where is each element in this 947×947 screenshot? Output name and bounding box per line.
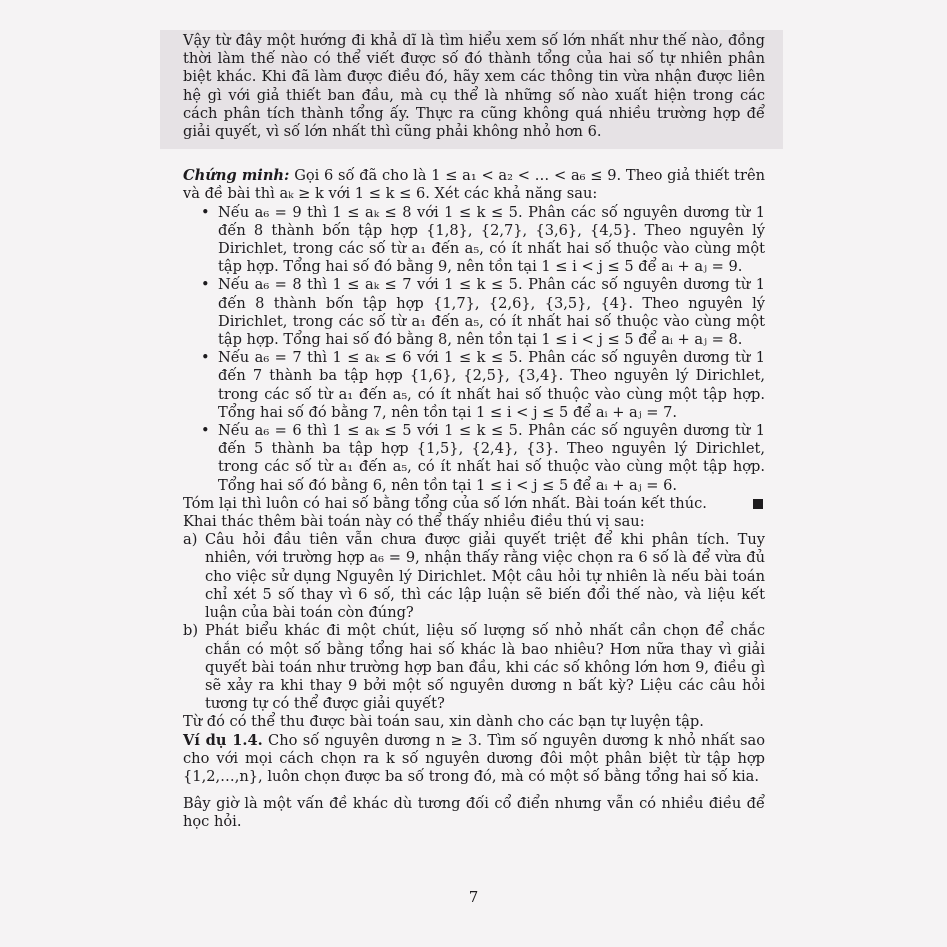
question-text: Phát biểu khác đi một chút, liệu số lượng số nhỏ nhất cần chọn để chắc chắn có một số bằng tổng hai số khác là bao nhiêu? Hơn nữa thay vì giải quyết bài toán như trường hợp ban đầu, khi các số không lớn hơn 9, điều gì sẽ xảy ra khi thay 9 bởi một số nguyên dương n bất kỳ? Liệu các câu hỏi tương tự có thể được giải quyết? xyxy=(205,622,765,713)
question-text: Câu hỏi đầu tiên vẫn chưa được giải quyết triệt để khi phân tích. Tuy nhiên, với trường hợp a₆ = 9, nhận thấy rằng việc chọn ra 6 số là để vừa đủ cho việc sử dụng Nguyên lý Dirichlet. Một câu hỏi tự nhiên là nếu bài toán chỉ xét 5 số thay vì 6 số, thì các lập luận sẽ biến đổi thế nào, và liệu kết luận của bài toán còn đúng? xyxy=(205,531,765,622)
explore-question-a xyxy=(183,531,765,622)
proof-case-a6-8: • Nếu a₆ = 8 thì 1 ≤ aₖ ≤ 7 với 1 ≤ k ≤ 5. Phân các số nguyên dương từ 1 đến 8 thành bốn tập hợp {1,7}, {2,6}, {3,5}, {4}. Theo nguyên lý Dirichlet, trong các số từ a₁ đến a₅, có ít nhất hai số thuộc vào cùng một tập hợp. Tổng hai số đó bằng 8, nên tồn tại 1 ≤ i < j ≤ 5 để aᵢ + aⱼ = 8. xyxy=(201,276,765,349)
explore-outro: Từ đó có thể thu được bài toán sau, xin dành cho các bạn tự luyện tập. xyxy=(183,713,704,731)
spacer xyxy=(183,786,765,795)
proof-intro-paragraph xyxy=(183,167,765,203)
proof-conclusion: Tóm lại thì luôn có hai số bằng tổng của số lớn nhất. Bài toán kết thúc. xyxy=(183,494,707,512)
explore-intro: Khai thác thêm bài toán này có thể thấy nhiều điều thú vị sau: xyxy=(183,513,645,531)
explore-question-list xyxy=(183,531,765,713)
question-marker: a) xyxy=(183,531,198,549)
proof-case-a6-6: • Nếu a₆ = 6 thì 1 ≤ aₖ ≤ 5 với 1 ≤ k ≤ 5. Phân các số nguyên dương từ 1 đến 5 thành ba tập hợp {1,5}, {2,4}, {3}. Theo nguyên lý Dirichlet, trong các số từ a₁ đến a₅, có ít nhất hai số thuộc vào cùng một tập hợp. Tổng hai số đó bằng 6, nên tồn tại 1 ≤ i < j ≤ 5 để aᵢ + aⱼ = 6. xyxy=(201,422,765,495)
closing-paragraph: Bây giờ là một vấn đề khác dù tương đối cổ điển nhưng vẫn có nhiều điều để học hỏi. xyxy=(183,795,765,831)
qed-square-icon xyxy=(753,499,763,509)
note-paragraph: Vậy từ đây một hướng đi khả dĩ là tìm hiểu xem số lớn nhất như thế nào, đồng thời làm thế nào có thể viết được số đó thành tổng của hai số tự nhiên phân biệt khác. Khi đã làm được điều đó, hãy xem các thông tin vừa nhận được liên hệ gì với giả thiết ban đầu, mà cụ thể là những số nào xuất hiện trong các cách phân tích thành tổng ấy. Thực ra cũng không quá nhiều trường hợp để giải quyết, vì số lớn nhất thì cũng phải không nhỏ hơn 6. xyxy=(183,32,765,141)
explore-question-b xyxy=(183,622,765,713)
example-paragraph xyxy=(183,732,765,787)
proof-case-a6-7: • Nếu a₆ = 7 thì 1 ≤ aₖ ≤ 6 với 1 ≤ k ≤ 5. Phân các số nguyên dương từ 1 đến 7 thành ba tập hợp {1,6}, {2,5}, {3,4}. Theo nguyên lý Dirichlet, trong các số từ a₁ đến a₅, có ít nhất hai số thuộc vào cùng một tập hợp. Tổng hai số đó bằng 7, nên tồn tại 1 ≤ i < j ≤ 5 để aᵢ + aⱼ = 7. xyxy=(201,349,765,422)
example-heading: Ví dụ 1.4. xyxy=(183,731,263,749)
proof-intro: Gọi 6 số đã cho là 1 ≤ a₁ < a₂ < … < a₆ ≤ 9. Theo giả thiết trên và đề bài thì aₖ ≥ k với 1 ≤ k ≤ 6. Xét các khả năng sau: xyxy=(183,167,766,203)
proof-case-a6-9: • Nếu a₆ = 9 thì 1 ≤ aₖ ≤ 8 với 1 ≤ k ≤ 5. Phân các số nguyên dương từ 1 đến 8 thành bốn tập hợp {1,8}, {2,7}, {3,6}, {4,5}. Theo nguyên lý Dirichlet, trong các số từ a₁ đến a₅, có ít nhất hai số thuộc vào cùng một tập hợp. Tổng hai số đó bằng 9, nên tồn tại 1 ≤ i < j ≤ 5 để aᵢ + aⱼ = 9. xyxy=(201,204,765,277)
example-text: Cho số nguyên dương n ≥ 3. Tìm số nguyên dương k nhỏ nhất sao cho với mọi cách chọn ra k số nguyên dương đôi một phân biệt từ tập hợp {1,2,…,n}, luôn chọn được ba số trong đó, mà có một số bằng tổng hai số kia. xyxy=(183,731,766,785)
page-body xyxy=(183,30,765,832)
page-number: 7 xyxy=(468,888,479,906)
shaded-note-box xyxy=(160,30,783,149)
proof-case-list xyxy=(183,204,765,495)
proof-conclusion-line xyxy=(183,495,765,513)
question-marker: b) xyxy=(183,622,199,640)
proof-heading: Chứng minh: xyxy=(183,167,290,185)
